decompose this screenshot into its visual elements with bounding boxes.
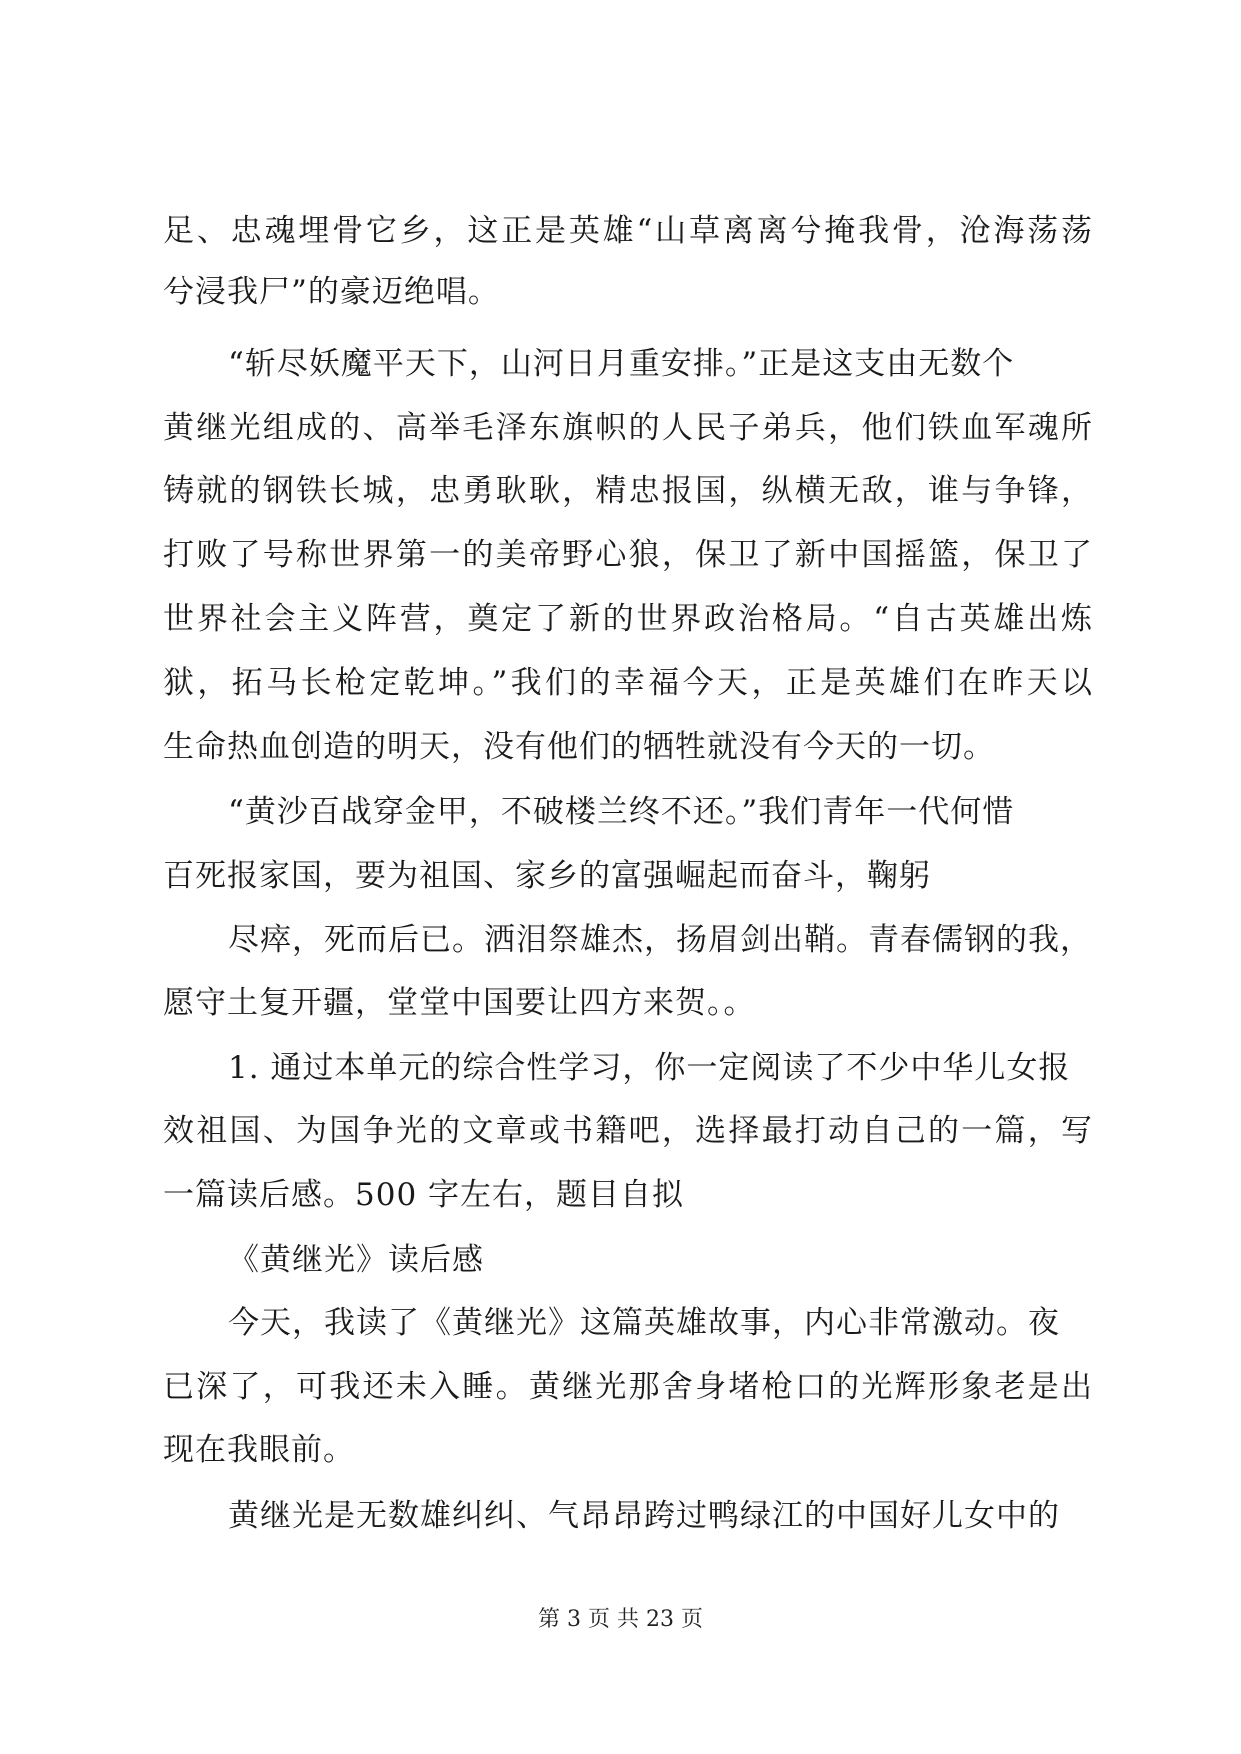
text-line: 现在我眼前。 xyxy=(163,1432,355,1468)
text-line: 1. 通过本单元的综合性学习，你一定阅读了不少中华儿女报 xyxy=(228,1050,1071,1086)
text-line: “黄沙百战穿金甲，不破楼兰终不还。”我们青年一代何惜 xyxy=(228,794,1015,830)
text-line: 效祖国、为国争光的文章或书籍吧，选择最打动自己的一篇，写 xyxy=(163,1113,1093,1149)
text-line: 世界社会主义阵营，奠定了新的世界政治格局。“自古英雄出炼 xyxy=(163,601,1093,637)
text-line: 打败了号称世界第一的美帝野心狼，保卫了新中国摇篮，保卫了 xyxy=(163,537,1093,573)
text-line: 狱，拓马长枪定乾坤。”我们的幸福今天，正是英雄们在昨天以 xyxy=(163,665,1093,701)
text-line: 一篇读后感。500 字左右，题目自拟 xyxy=(163,1177,685,1213)
text-line: 黄继光组成的、高举毛泽东旗帜的人民子弟兵，他们铁血军魂所 xyxy=(163,410,1093,446)
text-line: 黄继光是无数雄纠纠、气昂昂跨过鸭绿江的中国好儿女中的 xyxy=(228,1498,1060,1534)
page-number: 第 3 页 共 23 页 xyxy=(538,1607,703,1632)
text-line: 百死报家国，要为祖国、家乡的富强崛起而奋斗，鞠躬 xyxy=(163,858,931,894)
text-line: 兮浸我尸”的豪迈绝唱。 xyxy=(163,274,500,310)
text-line: 已深了，可我还未入睡。黄继光那舍身堵枪口的光辉形象老是出 xyxy=(163,1369,1093,1405)
text-line: 愿守土复开疆，堂堂中国要让四方来贺。。 xyxy=(163,985,756,1021)
text-line: 今天，我读了《黄继光》这篇英雄故事，内心非常激动。夜 xyxy=(228,1305,1060,1341)
text-line: 生命热血创造的明天，没有他们的牺牲就没有今天的一切。 xyxy=(163,729,995,765)
text-line: “斩尽妖魔平天下，山河日月重安排。”正是这支由无数个 xyxy=(228,346,1015,382)
text-line: 尽瘁，死而后已。洒泪祭雄杰，扬眉剑出鞘。青春儒钢的我， xyxy=(228,922,1092,958)
text-line: 足、忠魂埋骨它乡，这正是英雄“山草离离兮掩我骨，沧海荡荡 xyxy=(163,213,1093,249)
essay-title: 《黄继光》读后感 xyxy=(228,1242,484,1278)
text-line: 铸就的钢铁长城，忠勇耿耿，精忠报国，纵横无敌，谁与争锋， xyxy=(163,473,1093,509)
